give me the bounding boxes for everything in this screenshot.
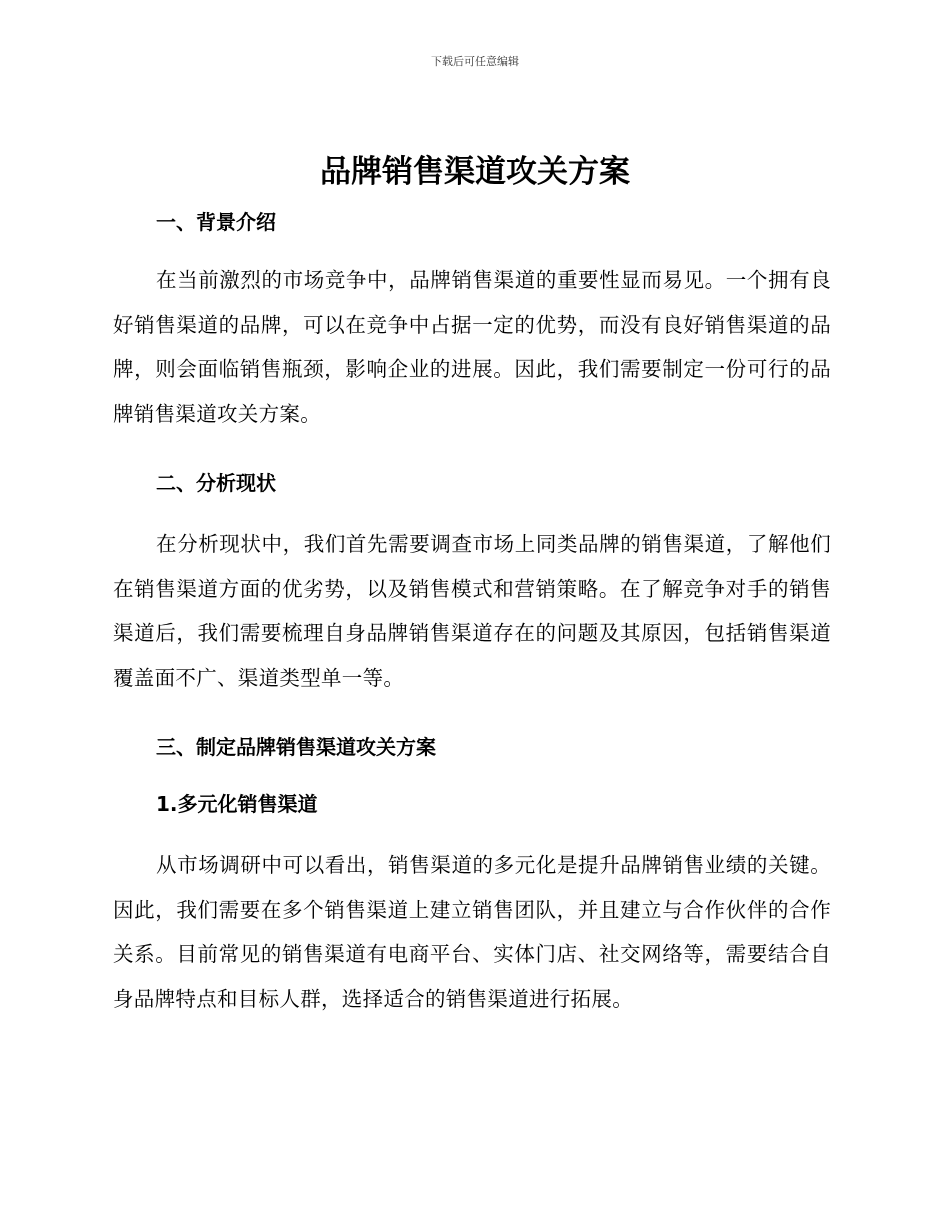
page-header: 下载后可任意编辑 <box>431 55 519 68</box>
section-paragraph-analysis: 在分析现状中，我们首先需要调查市场上同类品牌的销售渠道，了解他们在销售渠道方面的优劣势，以及销售模式和营销策略。在了解竞争对手的销售渠道后，我们需要梳理自身品牌销售渠道存在的问题及其原因，包括销售渠道覆盖面不广、渠道类型单一等。 <box>113 532 831 690</box>
section-heading-plan: 三、制定品牌销售渠道攻关方案 <box>156 735 436 759</box>
subsection-heading-diversified-channels: 1.多元化销售渠道 <box>156 792 318 816</box>
document-title: 品牌销售渠道攻关方案 <box>320 154 630 190</box>
section-paragraph-background: 在当前激烈的市场竞争中，品牌销售渠道的重要性显而易见。一个拥有良好销售渠道的品牌，可以在竞争中占据一定的优势，而没有良好销售渠道的品牌，则会面临销售瓶颈，影响企业的进展。因此，我们需要制定一份可行的品牌销售渠道攻关方案。 <box>113 268 831 426</box>
document-body <box>113 202 831 1021</box>
subsection-paragraph-diversified-channels: 从市场调研中可以看出，销售渠道的多元化是提升品牌销售业绩的关键。因此，我们需要在多个销售渠道上建立销售团队，并且建立与合作伙伴的合作关系。目前常见的销售渠道有电商平台、实体门店、社交网络等，需要结合自身品牌特点和目标人群，选择适合的销售渠道进行拓展。 <box>113 853 831 1011</box>
section-heading-background: 一、背景介绍 <box>156 210 276 234</box>
section-heading-analysis: 二、分析现状 <box>156 471 276 495</box>
